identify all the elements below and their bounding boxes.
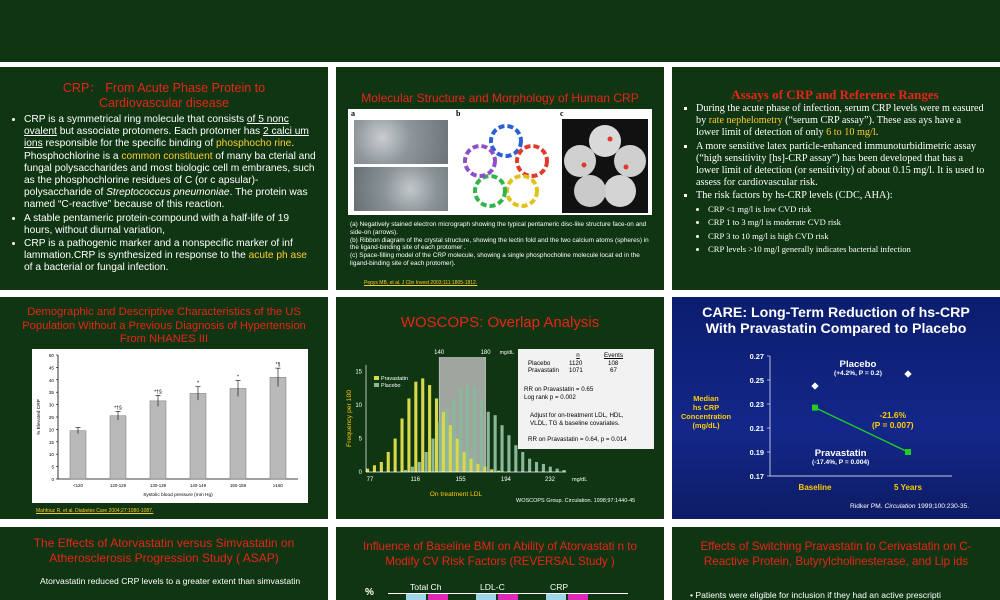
bar-placebo xyxy=(466,385,469,472)
bar-total-ch-1 xyxy=(406,594,426,600)
marker-180: 180 xyxy=(480,350,491,356)
y-tick-label: 10 xyxy=(355,403,362,410)
ylabel-line-2: hs CRP xyxy=(692,403,720,412)
bar xyxy=(190,393,206,479)
chart-panel xyxy=(32,349,308,503)
bar-annotation: *†§ xyxy=(154,389,162,396)
bar-placebo xyxy=(507,435,510,472)
bar-pravastatin xyxy=(469,459,472,472)
y-axis-label: Frequency per 100 xyxy=(346,389,353,448)
bar xyxy=(270,377,286,479)
x-tick-label: 130-139 xyxy=(149,483,167,488)
ribbon-diagram xyxy=(460,121,552,213)
y-tick-label: 45 xyxy=(48,365,54,371)
x-axis-label: On treatment LDL xyxy=(429,491,483,498)
slide-reversal-bmi[interactable] xyxy=(336,527,664,600)
bar-placebo xyxy=(521,452,524,472)
y-axis-label xyxy=(676,394,736,430)
slide-bullets xyxy=(684,103,986,256)
bar-pravastatin xyxy=(400,419,403,473)
bar-pravastatin xyxy=(373,465,376,472)
slide-title: The Effects of Atorvastatin versus Simvastatin on Atherosclerosis Progression Study ( ASAP) xyxy=(33,536,295,565)
marker-unit: mg/dL xyxy=(499,350,515,356)
slide-asap-study[interactable] xyxy=(0,527,328,600)
header-crp: CRP xyxy=(550,582,569,592)
slide-title: WOSCOPS: Overlap Analysis xyxy=(400,314,600,331)
risk-item-low: • CRP <1 mg/l is low CVD risk xyxy=(708,203,986,216)
bar-pravastatin xyxy=(380,462,383,472)
ylabel-line-4: (mg/dL) xyxy=(692,421,720,430)
bar-placebo xyxy=(438,422,441,472)
bullet-risk-factors: ▪ The risk factors by hs-CRP levels (CDC, AHA): • CRP <1 mg/l is low CVD risk • CRP 1 to 3 mg/l is moderate CVD risk • CRP 3 to 10 mg/l is high CVD risk • CRP levels >10 mg/l generally indicates bacterial infection xyxy=(696,190,986,255)
panel-label-a: a xyxy=(351,109,355,118)
bar xyxy=(230,388,246,479)
bar-placebo xyxy=(473,388,476,472)
bar-pravastatin xyxy=(490,469,493,472)
pravastatin-sub: (-17.4%, P = 0.004) xyxy=(812,459,870,466)
risk-item-high: • CRP 3 to 10 mg/l is high CVD risk xyxy=(708,230,986,243)
adjust-line-1: Adjust for on-treatment LDL, HDL, xyxy=(530,412,624,419)
slide-woscops-overlap[interactable] xyxy=(336,297,664,519)
bar-placebo xyxy=(500,425,503,472)
reference-text: WOSCOPS Group. Circulation. 1998;97:1440-45 xyxy=(516,498,636,504)
x-tick-label: 155 xyxy=(455,477,466,483)
bar-pravastatin xyxy=(407,398,410,472)
row-prav-events: 67 xyxy=(610,367,617,374)
bar-annotation: *†§ xyxy=(114,405,122,412)
bar-placebo xyxy=(556,469,559,472)
bar-placebo xyxy=(514,445,517,472)
bar-ldl-c-2 xyxy=(498,594,518,600)
x-tick-label: 5 Years xyxy=(894,483,922,492)
space-filling-model xyxy=(562,119,648,213)
slide-crp-acute-phase[interactable] xyxy=(0,67,328,290)
x-axis-label: Systolic blood pressure (mm Hg) xyxy=(143,493,213,498)
row-placebo-label: Placebo xyxy=(528,360,551,367)
pravastatin-marker xyxy=(812,405,818,411)
results-box xyxy=(518,349,654,449)
x-tick-label: 120-129 xyxy=(109,483,127,488)
y-tick-label: 30 xyxy=(48,402,54,408)
row-placebo-n: 1120 xyxy=(569,360,583,367)
slide-title: Molecular Structure and Morphology of Human CRP xyxy=(361,91,639,105)
bar-pravastatin xyxy=(414,382,417,472)
rr-adjusted: RR on Pravastatin = 0.64, p = 0.014 xyxy=(528,436,627,443)
bar-placebo xyxy=(425,452,428,472)
placebo-annotation xyxy=(834,359,882,377)
reference-text: Ridker PM. Circulation 1999;100:230-35. xyxy=(850,503,970,510)
figure-panel xyxy=(348,109,652,215)
placebo-sub: (+4.2%, P = 0.2) xyxy=(834,370,882,377)
slide-title: Influence of Baseline BMI on Ability of Atorvastati n to Modify CV Risk Factors (REVERSAL Study ) xyxy=(363,540,637,568)
y-axis-label: % Elevated CRP xyxy=(37,399,42,435)
y-tick-label: 25 xyxy=(48,415,54,420)
body-text: Atorvastatin reduced CRP levels to a greater extent than simvastatin xyxy=(40,576,301,586)
bar xyxy=(150,401,166,479)
slide-molecular-structure[interactable] xyxy=(336,67,664,290)
bullet-structure: • CRP is a symmetrical ring molecule that consists of 5 nonc ovalent but associate protomers. Each protomer has 2 calci um ions responsible for the specific binding of phosphocho rine. Phosphochlorine is a common constituent of many ba cterial and fungal polysaccharides and most biologic cell m embranes, such as the phosphochlorine residues of C (or c apsular)-polysaccharide of Streptococcus pneumoniae. The protein was named “C-reactive” because of this reaction. xyxy=(24,114,318,212)
placebo-marker xyxy=(904,370,911,377)
rr-pravastatin: RR on Pravastatin = 0.65 xyxy=(524,386,594,393)
bar-placebo xyxy=(445,408,448,472)
x-tick-label: ≥160 xyxy=(273,483,283,488)
bar-annotation: * xyxy=(237,374,239,381)
legend-label-placebo: Placebo xyxy=(381,383,401,389)
reduction-pct: -21.6% xyxy=(879,410,907,420)
bar-placebo xyxy=(549,467,552,472)
top-banner xyxy=(0,0,1000,62)
y-tick-label: 0.25 xyxy=(749,376,764,385)
x-tick-label: Baseline xyxy=(798,483,832,492)
bar-pravastatin xyxy=(435,398,438,472)
y-tick-label: 40 xyxy=(48,377,54,383)
bar-pravastatin xyxy=(442,412,445,472)
x-tick-label: <120 xyxy=(73,483,83,488)
x-tick-label: 150-159 xyxy=(229,483,247,488)
body-text: • Patients were eligible for inclusion if they had an active prescripti xyxy=(690,590,941,600)
panel-label-c: c xyxy=(560,109,564,118)
bar-crp-2 xyxy=(568,594,588,600)
bar-ldl-c-1 xyxy=(476,594,496,600)
reduction-annotation xyxy=(872,410,914,430)
log-rank: Log rank p = 0.002 xyxy=(524,394,576,401)
bar-placebo xyxy=(459,388,462,472)
caption-c: (c) Space-filling model of the CRP molecule, showing a single phosphocholine molecule locat ed in the ligand-binding site of each protomer). xyxy=(350,252,640,267)
pravastatin-marker xyxy=(905,449,911,455)
y-tick-label: 0.23 xyxy=(749,400,764,409)
bar-pravastatin xyxy=(366,469,369,472)
x-tick-label: 77 xyxy=(366,477,374,483)
y-tick-label: 35 xyxy=(48,390,54,396)
marker-140: 140 xyxy=(434,350,445,356)
bar xyxy=(110,416,126,479)
bar-pravastatin xyxy=(463,452,466,472)
bar-pravastatin xyxy=(387,452,390,472)
bar-placebo xyxy=(418,462,421,472)
bullet-marker: • CRP is a pathogenic marker and a nonspecific marker of inf lammation.CRP is synthesized in response to the acute ph ase of a bacterial or fungal infection. xyxy=(24,238,318,275)
x-tick-label: 232 xyxy=(544,477,556,483)
y-tick-label: 15 xyxy=(48,439,54,445)
figure-caption xyxy=(350,221,650,268)
title-line-1: CARE: Long-Term Reduction of hs-CRP xyxy=(702,305,970,321)
slide-title: Demographic and Descriptive Characteristics of the US Population Without a Previous Diagnosis of Hypertension From NHANES III xyxy=(22,306,306,345)
y-tick-label: 0 xyxy=(358,470,362,476)
bullet-half-life: • A stable pentameric protein-compound with a half-life of 19 hours, without diurnal variation, xyxy=(24,213,318,237)
row-placebo-events: 108 xyxy=(608,360,619,367)
bar-placebo xyxy=(542,464,545,472)
x-tick-label: 140-149 xyxy=(189,483,207,488)
bar-pravastatin xyxy=(421,378,424,472)
risk-item-infection: • CRP levels >10 mg/l generally indicates bacterial infection xyxy=(708,243,986,256)
slide-title: Assays of CRP and Reference Ranges xyxy=(731,87,939,102)
bar-placebo xyxy=(487,412,490,472)
panel-label-b: b xyxy=(456,109,461,118)
bar-pravastatin xyxy=(394,439,397,472)
adjust-line-2: VLDL, TG & baseline covariates. xyxy=(530,420,620,427)
bar-pravastatin xyxy=(483,467,486,472)
row-prav-n: 1071 xyxy=(569,367,583,374)
reduction-p: (P = 0.007) xyxy=(872,420,914,430)
y-tick-label: 5 xyxy=(51,464,54,470)
bar-placebo xyxy=(494,415,497,472)
slide-assays-crp[interactable] xyxy=(672,67,1000,290)
x-unit-label: mg/dL xyxy=(572,477,588,483)
bar-placebo xyxy=(528,459,531,472)
caption-a: (a) Negatively stained electron micrograph showing the typical pentameric disc-like structure face-on and side-on (arrows). xyxy=(350,221,647,236)
bar-pravastatin xyxy=(449,425,452,472)
bar-placebo xyxy=(432,439,435,472)
reference-link[interactable]: Pepys MB, et al. J Clin Invest 2003;111:1805-1812. xyxy=(364,280,478,286)
bar-placebo xyxy=(411,467,414,472)
nhanes-bar-chart xyxy=(32,349,308,503)
y-tick-label: 0.27 xyxy=(749,352,764,361)
bar-pravastatin xyxy=(476,464,479,472)
slide-nhanes-demographics[interactable] xyxy=(0,297,328,519)
pravastatin-label: Pravastatin xyxy=(814,448,867,459)
y-tick-label: 20 xyxy=(48,427,54,433)
y-tick-label: 5 xyxy=(358,436,362,443)
electron-micrograph-bottom xyxy=(354,167,448,211)
bar-pravastatin xyxy=(456,439,459,472)
bar-annotation: *§ xyxy=(275,362,281,369)
electron-micrograph-top xyxy=(354,120,448,164)
bar-placebo xyxy=(480,398,483,472)
y-tick-label: 0 xyxy=(51,477,54,482)
ylabel-line-1: Median xyxy=(693,394,719,403)
legend-swatch-placebo xyxy=(374,383,379,387)
placebo-marker xyxy=(811,382,818,389)
slide-bullets xyxy=(10,114,318,275)
header-ldl-c: LDL-C xyxy=(480,582,505,592)
header-n: n xyxy=(576,352,580,359)
bullet-acute-phase: ▪ During the acute phase of infection, serum CRP levels were m easured by rate nephelometry (“serum CRP assay”). These ass ays have a lower limit of detection of only 6 to 10 mg/l. xyxy=(696,103,986,140)
y-tick-label: 50 xyxy=(48,353,54,358)
bar-annotation: * xyxy=(197,380,199,387)
caption-b: (b) Ribbon diagram of the crystal structure, showing the lectin fold and the two calcium atoms (spheres) in the ligand-binding site of each protomer . xyxy=(350,236,649,252)
bullet-hs-crp: ▪ A more sensitive latex particle-enhanced immunoturbidimetric assay (“high sensitivity [hs]-CRP assay”) has been developed that has a lower limit of detection (or sensitivity) of about 0.15 mg/l. It is used to assess for cardiovascular risk. xyxy=(696,141,986,190)
slide-care-hscrp[interactable] xyxy=(672,297,1000,519)
slide-switch-cerivastatin[interactable] xyxy=(672,527,1000,600)
row-prav-label: Pravastatin xyxy=(528,367,559,374)
bar-placebo xyxy=(535,462,538,472)
y-tick-label: 0.21 xyxy=(749,424,764,433)
x-tick-label: 194 xyxy=(500,477,511,483)
x-tick-label: 116 xyxy=(410,477,421,483)
placebo-label: Placebo xyxy=(839,359,877,370)
percent-axis-label: % xyxy=(365,587,374,598)
bar-pravastatin xyxy=(428,385,431,472)
y-tick-label: 10 xyxy=(48,452,54,458)
y-tick-label: 0.19 xyxy=(749,448,764,457)
slide-title: CRP： From Acute Phase Protein to Cardiovascular disease xyxy=(62,81,266,110)
bar-crp-1 xyxy=(546,594,566,600)
title-line-2: With Pravastatin Compared to Placebo xyxy=(705,321,967,337)
legend-swatch-pravastatin xyxy=(374,376,379,380)
bar-placebo xyxy=(452,398,455,472)
header-events: Events xyxy=(604,352,623,359)
y-tick-label: 0.17 xyxy=(749,472,764,481)
reference-link[interactable]: Mahfouz R, et al. Diabetes Care 2004;27:1080-1087. xyxy=(36,508,154,514)
bar-total-ch-2 xyxy=(428,594,448,600)
bar xyxy=(70,431,86,479)
risk-item-moderate: • CRP 1 to 3 mg/l is moderate CVD risk xyxy=(708,216,986,229)
legend-label-pravastatin: Pravastatin xyxy=(381,376,408,382)
header-total-ch: Total Ch xyxy=(410,582,442,592)
ylabel-line-3: Concentration xyxy=(680,412,732,421)
slide-title: Effects of Switching Pravastatin to Cerivastatin on C-Reactive Protein, Butyrylcholinesterase, and Lip ids xyxy=(700,540,972,568)
y-tick-label: 15 xyxy=(355,369,362,376)
pravastatin-annotation xyxy=(812,448,869,466)
